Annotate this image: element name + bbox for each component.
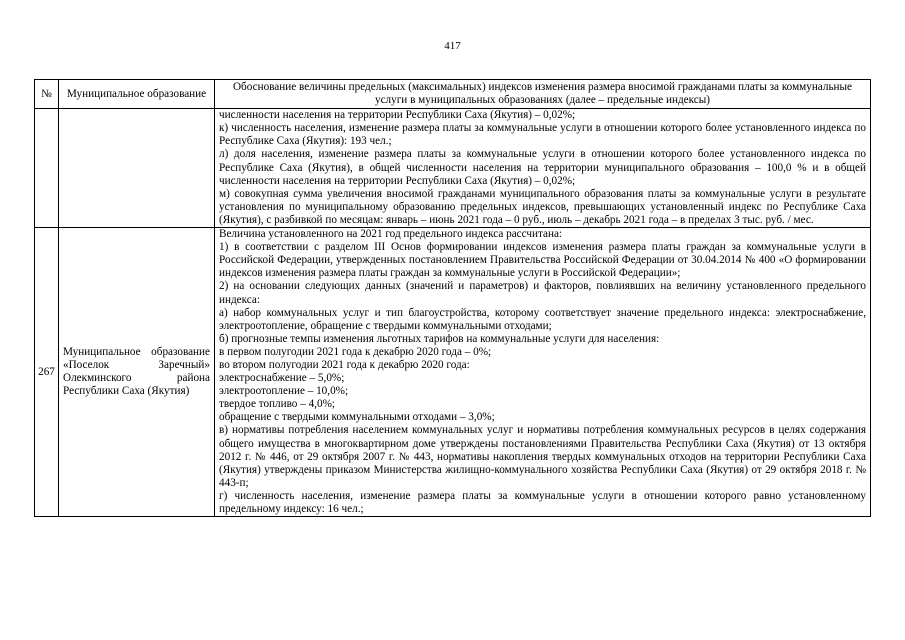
table-header-row bbox=[35, 80, 871, 109]
row-justification bbox=[215, 228, 871, 517]
header-municipality: Муниципальное образование bbox=[59, 80, 215, 109]
row-number bbox=[35, 109, 59, 228]
row-municipality: Муниципальное образование «Поселок Заречный» Олекминского района Республики Саха (Якутия) bbox=[59, 228, 215, 517]
justification-paragraph: к) численность населения, изменение размера платы за коммунальные услуги в отношении которого более установленного индекса по Республике Саха (Якутия): 193 чел.; bbox=[219, 122, 866, 148]
page-number: 417 bbox=[444, 40, 461, 52]
header-number: № bbox=[35, 80, 59, 109]
justification-paragraph: в первом полугодии 2021 года к декабрю 2020 года – 0%; bbox=[219, 345, 492, 358]
row-number: 267 bbox=[35, 228, 59, 517]
justification-paragraph: 2) на основании следующих данных (значений и параметров) и факторов, повлиявших на величину установленного предельного индекса: bbox=[219, 280, 866, 306]
justification-paragraph: б) прогнозные темпы изменения льготных тарифов на коммунальные услуги для населения: bbox=[219, 332, 660, 345]
table-row bbox=[35, 228, 871, 517]
justification-paragraph: м) совокупная сумма увеличения вносимой гражданами муниципального образования платы за коммунальные услуги в результате установления по муниципальному образованию предельных индексов, превышающих установленный индекс по Республике Саха (Якутия), с разбивкой по месяцам: январь – июнь 2021 года – 0 руб., июль – декабрь 2021 года – в пределах 3 тыс. руб. / мес. bbox=[219, 187, 866, 226]
row-justification bbox=[215, 109, 871, 228]
justification-paragraph: во втором полугодии 2021 года к декабрю 2020 года: bbox=[219, 358, 470, 371]
justification-paragraph: обращение с твердыми коммунальными отходами – 3,0%; bbox=[219, 411, 495, 424]
justification-paragraph: г) численность населения, изменение размера платы за коммунальные услуги в отношении которого равно установленному предельному индексу: 16 чел.; bbox=[219, 489, 866, 515]
header-justification: Обоснование величины предельных (максимальных) индексов изменения размера вносимой гражданами платы за коммунальные услуги в муниципальных образованиях (далее – предельные индексы) bbox=[215, 80, 871, 109]
justification-paragraph: 1) в соответствии с разделом III Основ формировании индексов изменения размера платы граждан за коммунальные услуги в Российской Федерации, утвержденных постановлением Правительства Российской Федерации от 30.04.2014 № 400 «О формировании индексов изменения размера платы граждан за коммунальные услуги в Российской Федерации»; bbox=[219, 241, 866, 280]
row-municipality bbox=[59, 109, 215, 228]
justification-paragraph: электроснабжение – 5,0%; bbox=[219, 372, 345, 385]
justification-paragraph: в) нормативы потребления населением коммунальных услуг и нормативы потребления коммунальных ресурсов в целях содержания общего имущества в многоквартирном доме утверждены постановлениями Правительства Республики Саха (Якутия) от 13 октября 2012 г. № 446, от 29 октября 2007 г. № 443, нормативы накопления твердых коммунальных отходов на территории Республики Саха (Якутия) утверждены приказом Министерства жилищно-коммунального хозяйства Республики Саха (Якутия) от 29 октября 2018 г. № 443-п; bbox=[219, 424, 866, 489]
justification-paragraph: твердое топливо – 4,0%; bbox=[219, 398, 335, 411]
justification-paragraph: Величина установленного на 2021 год предельного индекса рассчитана: bbox=[219, 228, 563, 241]
justification-paragraph: л) доля населения, изменение размера платы за коммунальные услуги в отношении которого более установленного индекса по Республике Саха (Якутия), в общей численности населения на территории муниципального образования – 100,0 % и в общей численности населения на территории Республики Саха (Якутия) – 0,02%; bbox=[219, 148, 866, 187]
justification-paragraph: а) набор коммунальных услуг и тип благоустройства, которому соответствует значение предельного индекса: электроснабжение, электроотопление, обращение с твердыми коммунальными отходами; bbox=[219, 306, 866, 332]
table-row bbox=[35, 109, 871, 228]
indices-table bbox=[34, 79, 871, 517]
justification-paragraph: численности населения на территории Республики Саха (Якутия) – 0,02%; bbox=[219, 109, 576, 122]
justification-paragraph: электроотопление – 10,0%; bbox=[219, 385, 349, 398]
